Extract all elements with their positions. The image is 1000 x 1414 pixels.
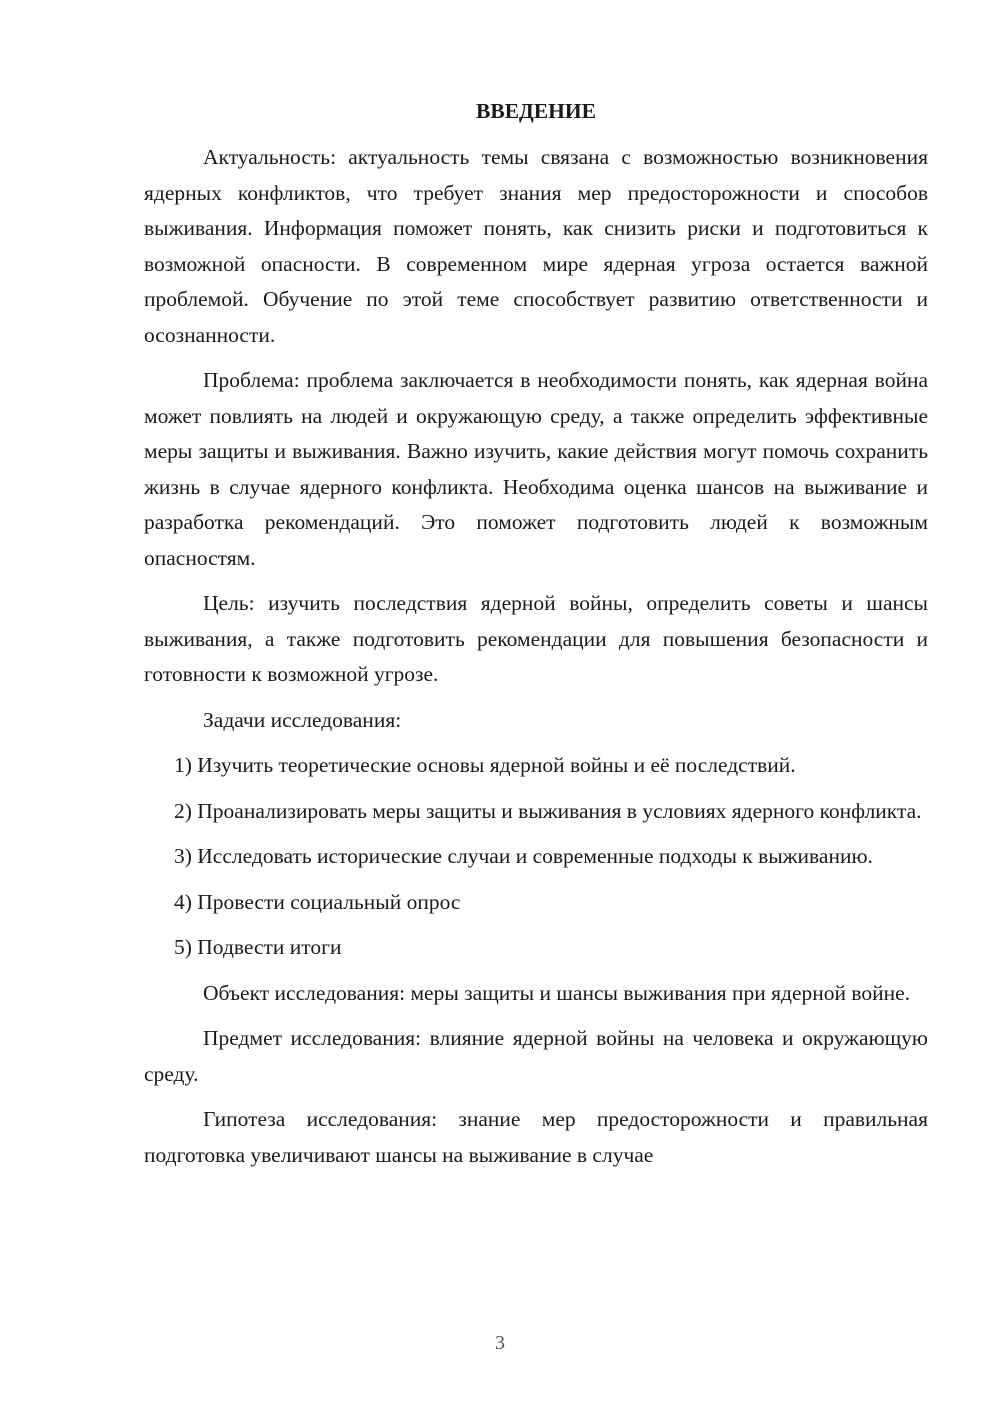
goal-paragraph: Цель: изучить последствия ядерной войны, определить советы и шансы выживания, а также подготовить рекомендации для повышения безопасности и готовности к возможной угрозе. xyxy=(144,591,928,686)
hypothesis-paragraph: Гипотеза исследования: знание мер предосторожности и правильная подготовка увеличивают шансы на выживание в случае xyxy=(144,1107,928,1167)
relevance-paragraph: Актуальность: актуальность темы связана с возможностью возникновения ядерных конфликтов, что требует знания мер предосторожности и способов выживания. Информация поможет понять, как снизить риски и подготовиться к возможной опасности. В современном мире ядерная угроза остается важной проблемой. Обучение по этой теме способствует развитию ответственности и осознанности. xyxy=(144,145,928,347)
section-title: ВВЕДЕНИЕ xyxy=(476,99,596,123)
object-paragraph: Объект исследования: меры защиты и шансы выживания при ядерной войне. xyxy=(203,980,911,1005)
subject-paragraph: Предмет исследования: влияние ядерной войны на человека и окружающую среду. xyxy=(144,1026,928,1086)
task-item-4: 4) Провести социальный опрос xyxy=(174,889,461,914)
task-item-5: 5) Подвести итоги xyxy=(174,935,342,959)
document-page xyxy=(144,92,928,1183)
task-item-1: 1) Изучить теоретические основы ядерной войны и её последствий. xyxy=(174,753,796,777)
page-number: 3 xyxy=(495,1332,505,1354)
problem-paragraph: Проблема: проблема заключается в необходимости понять, как ядерная война может повлиять на людей и окружающую среду, а также определить эффективные меры защиты и выживания. Важно изучить, какие действия могут помочь сохранить жизнь в случае ядерного конфликта. Необходима оценка шансов на выживание и разработка рекомендаций. Это поможет подготовить людей к возможным опасностям. xyxy=(144,368,928,570)
task-item-2: 2) Проанализировать меры защиты и выживания в условиях ядерного конфликта. xyxy=(174,798,922,823)
tasks-heading: Задачи исследования: xyxy=(203,707,402,732)
task-item-3: 3) Исследовать исторические случаи и современные подходы к выживанию. xyxy=(174,844,873,868)
